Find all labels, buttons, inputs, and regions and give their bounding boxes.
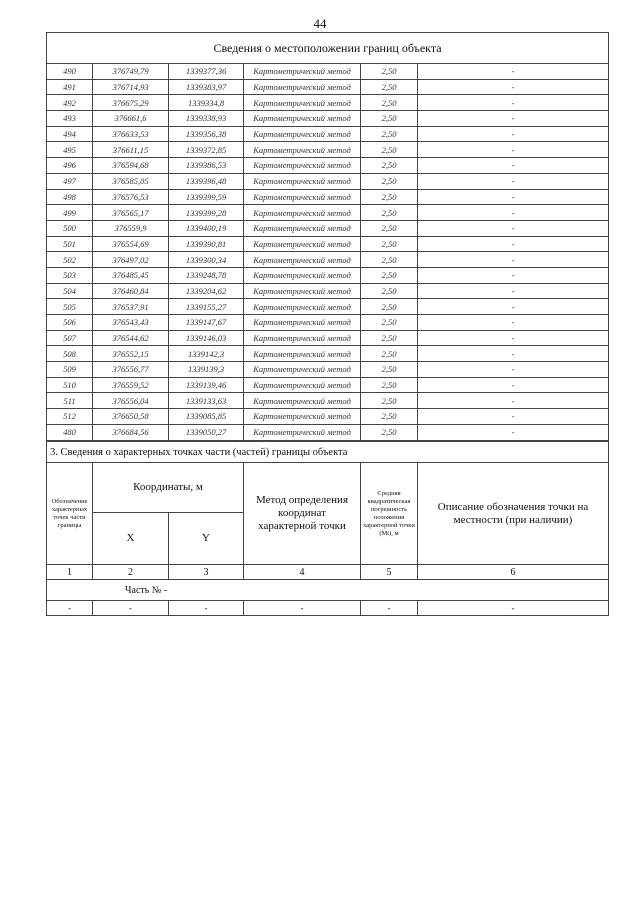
description-cell: - [418,409,609,425]
x-coordinate-cell: 376633,53 [93,126,169,142]
point-number-cell: 501 [47,236,93,252]
y-coordinate-cell: 1339139,3 [169,362,244,378]
point-number-cell: 497 [47,173,93,189]
y-coordinate-cell: 1339147,67 [169,315,244,331]
point-number-cell: 491 [47,79,93,95]
method-cell: Картометрический метод [244,64,361,80]
accuracy-cell: 2,50 [361,189,418,205]
table-row [47,409,609,425]
dash-cell: - [418,601,609,616]
method-cell: Картометрический метод [244,95,361,111]
accuracy-cell: 2,50 [361,79,418,95]
y-coordinate-cell: 1339155,27 [169,299,244,315]
method-cell: Картометрический метод [244,252,361,268]
point-number-cell: 492 [47,95,93,111]
x-coordinate-cell: 376714,93 [93,79,169,95]
col-number: 3 [169,565,244,580]
y-coordinate-cell: 1339204,62 [169,283,244,299]
point-number-cell: 500 [47,220,93,236]
method-cell: Картометрический метод [244,377,361,393]
x-coordinate-cell: 376611,15 [93,142,169,158]
x-coordinate-cell: 376559,52 [93,377,169,393]
method-cell: Картометрический метод [244,158,361,174]
table-row [47,283,609,299]
accuracy-cell: 2,50 [361,409,418,425]
x-coordinate-cell: 376460,84 [93,283,169,299]
accuracy-cell: 2,50 [361,64,418,80]
description-cell: - [418,79,609,95]
y-coordinate-cell: 1339142,3 [169,346,244,362]
y-coordinate-cell: 1339050,27 [169,424,244,440]
x-coordinate-cell: 376543,43 [93,315,169,331]
description-cell: - [418,64,609,80]
accuracy-cell: 2,50 [361,346,418,362]
accuracy-cell: 2,50 [361,252,418,268]
method-cell: Картометрический метод [244,205,361,221]
table-row [47,95,609,111]
y-coordinate-cell: 1339383,97 [169,79,244,95]
table-row [47,64,609,80]
description-cell: - [418,236,609,252]
x-coordinate-cell: 376559,9 [93,220,169,236]
x-coordinate-cell: 376497,02 [93,252,169,268]
table-row [47,315,609,331]
y-coordinate-cell: 1339396,48 [169,173,244,189]
x-coordinate-cell: 376554,69 [93,236,169,252]
table-row [47,158,609,174]
description-cell: - [418,424,609,440]
point-number-cell: 496 [47,158,93,174]
x-coordinate-cell: 376556,77 [93,362,169,378]
y-coordinate-cell: 1339356,38 [169,126,244,142]
accuracy-cell: 2,50 [361,377,418,393]
col-coords-header: Координаты, м [93,463,244,513]
accuracy-cell: 2,50 [361,283,418,299]
x-coordinate-cell: 376661,6 [93,111,169,127]
method-cell: Картометрический метод [244,79,361,95]
x-coordinate-cell: 376537,91 [93,299,169,315]
method-cell: Картометрический метод [244,267,361,283]
point-number-cell: 505 [47,299,93,315]
accuracy-cell: 2,50 [361,424,418,440]
method-cell: Картометрический метод [244,362,361,378]
y-coordinate-cell: 1339300,34 [169,252,244,268]
point-number-cell: 510 [47,377,93,393]
description-cell: - [418,362,609,378]
table-row [47,236,609,252]
description-cell: - [418,205,609,221]
col-description-header: Описание обозначения точки на местности (при наличии) [418,463,609,565]
y-coordinate-cell: 1339334,8 [169,95,244,111]
accuracy-cell: 2,50 [361,267,418,283]
section3-title: 3. Сведения о характерных точках части (частей) границы объекта [47,442,609,463]
y-coordinate-cell: 1339399,59 [169,189,244,205]
description-cell: - [418,299,609,315]
x-coordinate-cell: 376749,79 [93,64,169,80]
col-y-header: Y [169,513,244,565]
table-row [47,126,609,142]
method-cell: Картометрический метод [244,111,361,127]
y-coordinate-cell: 1339248,78 [169,267,244,283]
point-number-cell: 490 [47,64,93,80]
point-number-cell: 494 [47,126,93,142]
part-points-table [46,441,609,616]
point-number-cell: 503 [47,267,93,283]
col-number: 6 [418,565,609,580]
point-number-cell: 498 [47,189,93,205]
table-row [47,252,609,268]
description-cell: - [418,220,609,236]
point-number-cell: 511 [47,393,93,409]
point-number-cell: 502 [47,252,93,268]
col-point-header: Обозначение характерных точек части границы [47,463,93,565]
x-coordinate-cell: 376675,29 [93,95,169,111]
dash-cell: - [244,601,361,616]
x-coordinate-cell: 376684,56 [93,424,169,440]
description-cell: - [418,126,609,142]
point-number-cell: 509 [47,362,93,378]
point-number-cell: 504 [47,283,93,299]
method-cell: Картометрический метод [244,315,361,331]
x-coordinate-cell: 376650,58 [93,409,169,425]
method-cell: Картометрический метод [244,126,361,142]
table-row [47,220,609,236]
point-number-cell: 507 [47,330,93,346]
accuracy-cell: 2,50 [361,111,418,127]
table-row [47,205,609,221]
col-x-header: X [93,513,169,565]
table-row [47,189,609,205]
method-cell: Картометрический метод [244,236,361,252]
col-accuracy-header: Средняя квадратическая погрешность положения характерной точки (Mt), м [361,463,418,565]
description-cell: - [418,252,609,268]
y-coordinate-cell: 1339377,36 [169,64,244,80]
y-coordinate-cell: 1339338,93 [169,111,244,127]
col-number: 1 [47,565,93,580]
table-row [47,393,609,409]
table-row [47,362,609,378]
table-row [47,330,609,346]
col-number: 5 [361,565,418,580]
col-number: 4 [244,565,361,580]
boundary-points-table [46,32,609,441]
x-coordinate-cell: 376594,68 [93,158,169,174]
description-cell: - [418,346,609,362]
description-cell: - [418,315,609,331]
description-cell: - [418,393,609,409]
page-number: 44 [313,16,327,31]
accuracy-cell: 2,50 [361,158,418,174]
dash-cell: - [93,601,169,616]
table-row [47,346,609,362]
method-cell: Картометрический метод [244,283,361,299]
method-cell: Картометрический метод [244,424,361,440]
description-cell: - [418,330,609,346]
method-cell: Картометрический метод [244,299,361,315]
description-cell: - [418,377,609,393]
y-coordinate-cell: 1339390,81 [169,236,244,252]
part-label: Часть № - [47,580,609,601]
point-number-cell: 506 [47,315,93,331]
y-coordinate-cell: 1339399,28 [169,205,244,221]
dash-cell: - [169,601,244,616]
point-number-cell: 495 [47,142,93,158]
table-row [47,79,609,95]
point-number-cell: 508 [47,346,93,362]
dash-cell: - [361,601,418,616]
accuracy-cell: 2,50 [361,393,418,409]
accuracy-cell: 2,50 [361,315,418,331]
accuracy-cell: 2,50 [361,220,418,236]
x-coordinate-cell: 376544,62 [93,330,169,346]
accuracy-cell: 2,50 [361,330,418,346]
method-cell: Картометрический метод [244,346,361,362]
x-coordinate-cell: 376485,45 [93,267,169,283]
description-cell: - [418,283,609,299]
table-row [47,142,609,158]
accuracy-cell: 2,50 [361,95,418,111]
x-coordinate-cell: 376556,04 [93,393,169,409]
method-cell: Картометрический метод [244,189,361,205]
point-number-cell: 512 [47,409,93,425]
description-cell: - [418,95,609,111]
y-coordinate-cell: 1339085,85 [169,409,244,425]
accuracy-cell: 2,50 [361,362,418,378]
section-title: Сведения о местоположении границ объекта [47,33,609,64]
table-row [47,173,609,189]
method-cell: Картометрический метод [244,173,361,189]
y-coordinate-cell: 1339146,03 [169,330,244,346]
dash-cell: - [47,601,93,616]
description-cell: - [418,111,609,127]
table-row [47,299,609,315]
x-coordinate-cell: 376565,17 [93,205,169,221]
accuracy-cell: 2,50 [361,299,418,315]
method-cell: Картометрический метод [244,142,361,158]
description-cell: - [418,173,609,189]
table-row [47,424,609,440]
accuracy-cell: 2,50 [361,205,418,221]
point-number-cell: 499 [47,205,93,221]
table-row [47,267,609,283]
x-coordinate-cell: 376576,53 [93,189,169,205]
description-cell: - [418,158,609,174]
y-coordinate-cell: 1339133,63 [169,393,244,409]
y-coordinate-cell: 1339139,46 [169,377,244,393]
table-row [47,111,609,127]
point-number-cell: 480 [47,424,93,440]
accuracy-cell: 2,50 [361,142,418,158]
point-number-cell: 493 [47,111,93,127]
x-coordinate-cell: 376585,05 [93,173,169,189]
description-cell: - [418,142,609,158]
description-cell: - [418,189,609,205]
accuracy-cell: 2,50 [361,236,418,252]
method-cell: Картометрический метод [244,220,361,236]
method-cell: Картометрический метод [244,330,361,346]
description-cell: - [418,267,609,283]
y-coordinate-cell: 1339400,19 [169,220,244,236]
table-row [47,377,609,393]
method-cell: Картометрический метод [244,409,361,425]
y-coordinate-cell: 1339386,53 [169,158,244,174]
x-coordinate-cell: 376552,15 [93,346,169,362]
col-method-header: Метод определения координат характерной точки [244,463,361,565]
y-coordinate-cell: 1339372,85 [169,142,244,158]
accuracy-cell: 2,50 [361,173,418,189]
method-cell: Картометрический метод [244,393,361,409]
accuracy-cell: 2,50 [361,126,418,142]
col-number: 2 [93,565,169,580]
